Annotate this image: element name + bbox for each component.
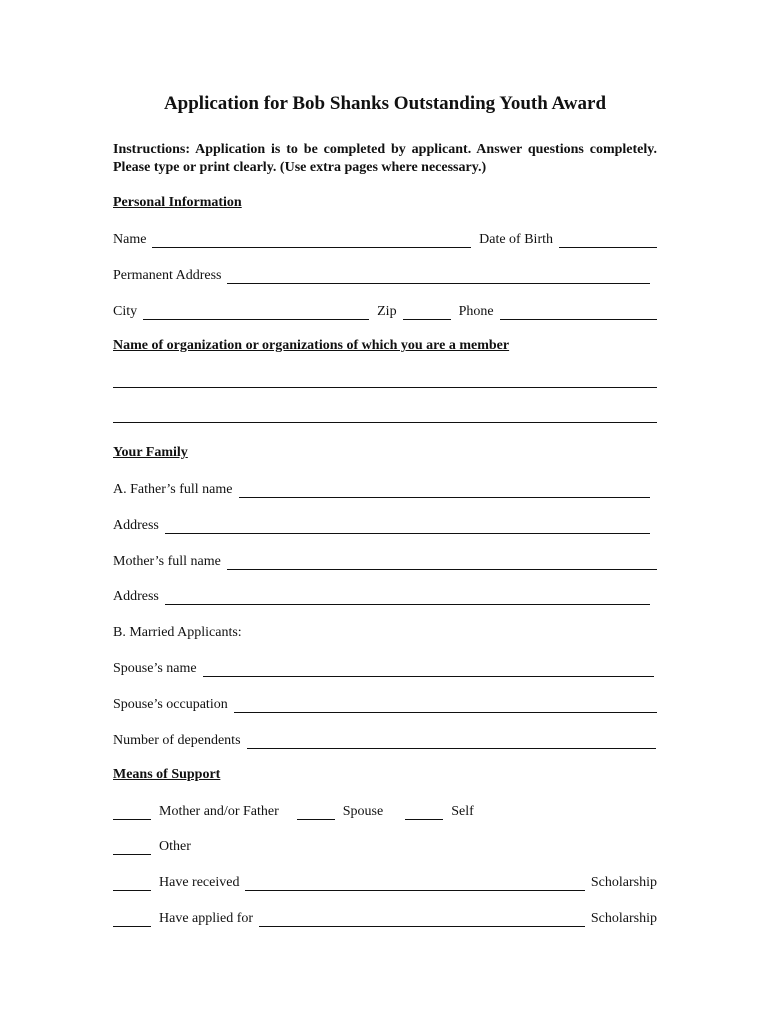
date-of-birth-field[interactable]: [559, 233, 657, 248]
have-received-field[interactable]: [245, 876, 584, 891]
have-received-blank[interactable]: [113, 876, 151, 891]
have-applied-scholarship-label: Scholarship: [590, 911, 657, 926]
father-address-field[interactable]: [165, 519, 650, 534]
mother-name-label: Mother’s full name: [113, 554, 221, 569]
have-applied-field[interactable]: [259, 912, 585, 927]
dependents-field[interactable]: [247, 734, 656, 749]
mother-father-label: Mother and/or Father: [159, 804, 279, 819]
permanent-address-label: Permanent Address: [113, 268, 222, 283]
dependents-label: Number of dependents: [113, 733, 241, 748]
other-label: Other: [159, 839, 191, 854]
personal-information-heading: Personal Information: [113, 195, 242, 210]
means-of-support-heading: Means of Support: [113, 767, 221, 782]
have-received-row: [113, 871, 657, 891]
name-field[interactable]: [152, 233, 471, 248]
organizations-line-1[interactable]: [113, 387, 657, 388]
father-address-label: Address: [113, 518, 159, 533]
date-of-birth-label: Date of Birth: [479, 232, 553, 247]
have-received-scholarship-label: Scholarship: [590, 875, 657, 890]
spouse-name-row: [113, 657, 654, 677]
have-applied-row: [113, 907, 657, 927]
father-name-label: A. Father’s full name: [113, 482, 233, 497]
page-title: Application for Bob Shanks Outstanding Youth Award: [163, 93, 607, 114]
spouse-occupation-field[interactable]: [234, 698, 657, 713]
self-label: Self: [451, 804, 474, 819]
instructions-text: Instructions: Application is to be completed by applicant. Answer questions completely. Please type or print clearly. (Use extra pages where necessary.): [113, 142, 657, 175]
city-label: City: [113, 304, 138, 319]
phone-label: Phone: [458, 304, 494, 319]
have-applied-label: Have applied for: [159, 911, 254, 926]
mother-name-row: [113, 550, 657, 570]
permanent-address-row: [113, 264, 650, 284]
mother-address-field[interactable]: [165, 590, 650, 605]
permanent-address-field[interactable]: [227, 269, 650, 284]
spouse-blank[interactable]: [297, 805, 335, 820]
father-name-field[interactable]: [239, 483, 651, 498]
zip-field[interactable]: [403, 305, 451, 320]
spouse-label: Spouse: [342, 804, 384, 819]
other-row: [113, 835, 657, 855]
spouse-name-field[interactable]: [203, 662, 654, 677]
support-options-row: [113, 800, 657, 820]
organizations-line-2[interactable]: [113, 422, 657, 423]
city-zip-phone-row: [113, 300, 657, 320]
dependents-row: [113, 729, 656, 749]
zip-label: Zip: [377, 304, 397, 319]
name-row: [113, 228, 657, 248]
have-received-label: Have received: [159, 875, 240, 890]
have-applied-blank[interactable]: [113, 912, 151, 927]
phone-field[interactable]: [500, 305, 657, 320]
mother-father-blank[interactable]: [113, 805, 151, 820]
mother-address-label: Address: [113, 589, 159, 604]
self-blank[interactable]: [405, 805, 443, 820]
city-field[interactable]: [143, 305, 369, 320]
married-applicants-label: B. Married Applicants:: [113, 625, 242, 640]
father-name-row: [113, 478, 650, 498]
spouse-occupation-label: Spouse’s occupation: [113, 697, 228, 712]
spouse-occupation-row: [113, 693, 657, 713]
your-family-heading: Your Family: [113, 445, 188, 460]
spouse-name-label: Spouse’s name: [113, 661, 197, 676]
married-applicants-row: [113, 621, 657, 641]
organizations-heading: Name of organization or organizations of which you are a member: [113, 338, 510, 353]
name-label: Name: [113, 232, 147, 247]
other-blank[interactable]: [113, 840, 151, 855]
mother-name-field[interactable]: [227, 555, 657, 570]
father-address-row: [113, 514, 650, 534]
mother-address-row: [113, 585, 650, 605]
